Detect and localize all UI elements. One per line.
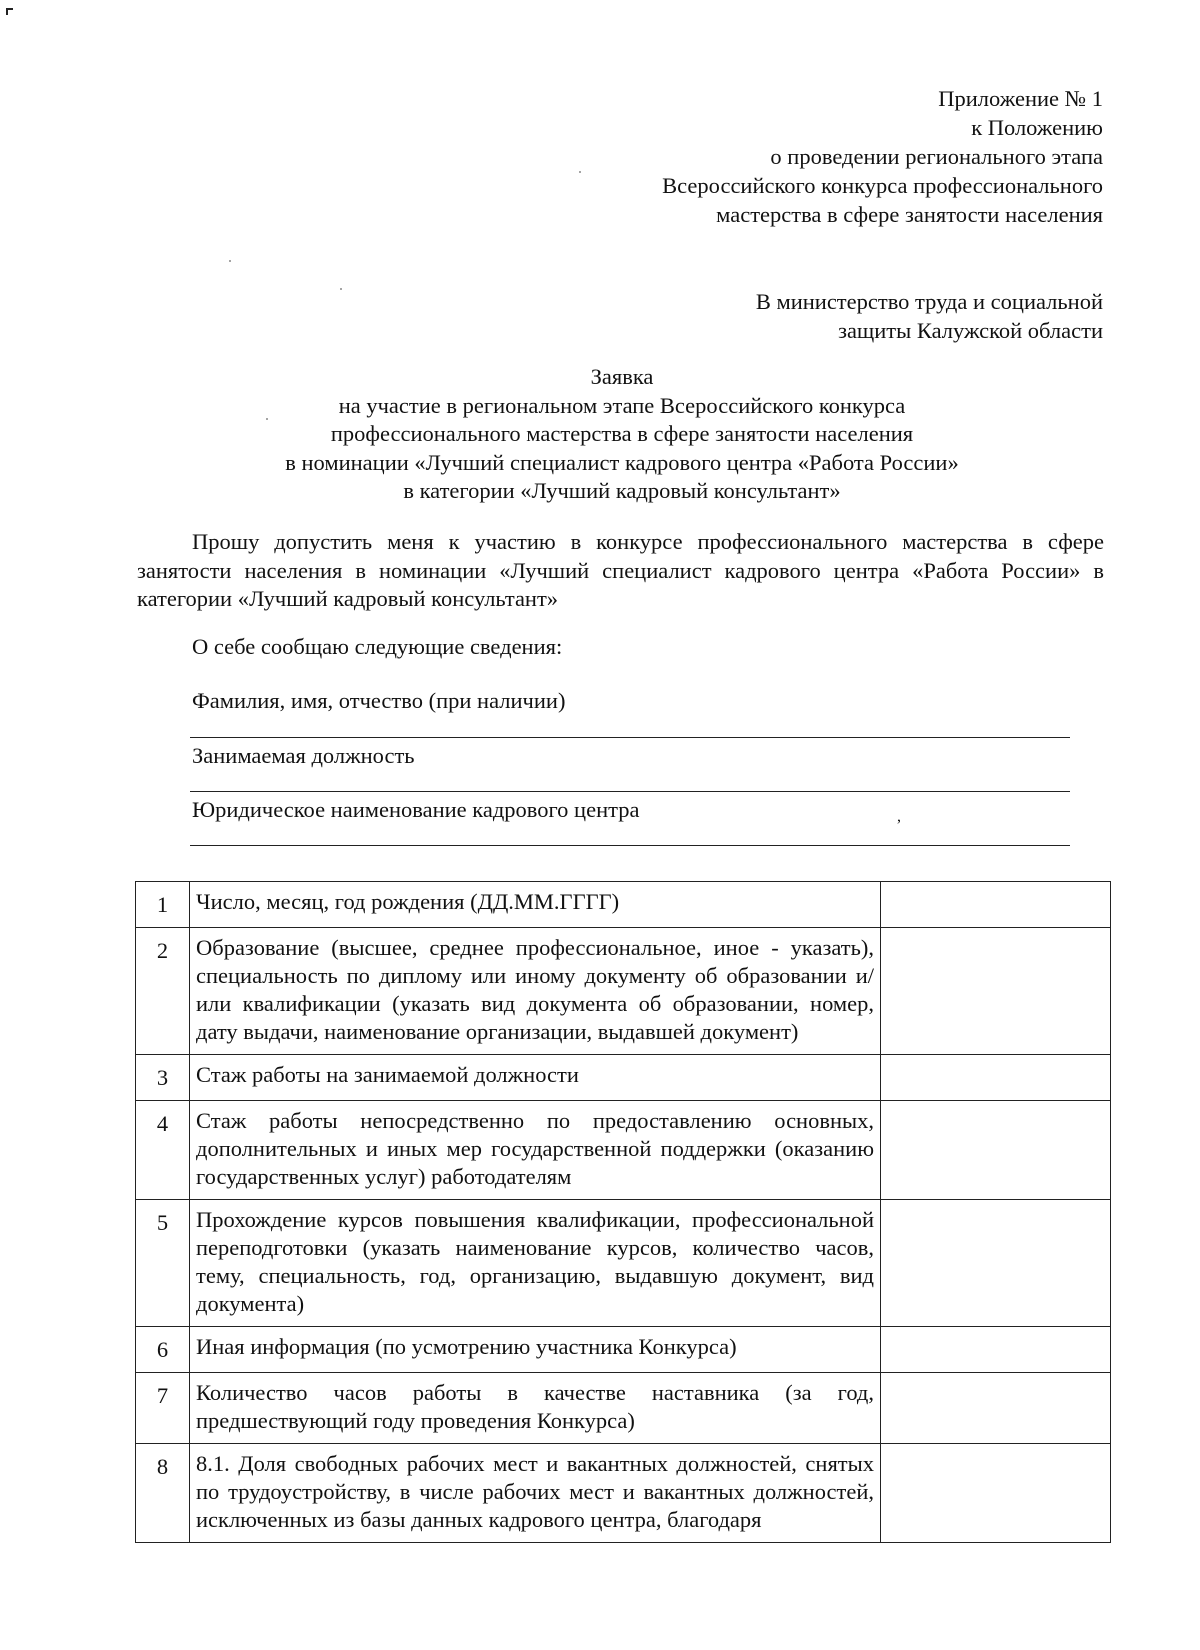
title-line: профессионального мастерства в сфере занятости населения [330, 421, 914, 446]
row-description: Число, месяц, год рождения (ДД.ММ.ГГГГ) [190, 882, 881, 928]
title-line: в категории «Лучший кадровый консультант» [403, 478, 841, 503]
row-description: Количество часов работы в качестве наставника (за год, предшествующий году проведения Конкурса) [190, 1373, 881, 1444]
row-value-cell[interactable] [881, 928, 1111, 1055]
row-value-cell[interactable] [881, 1373, 1111, 1444]
row-value-cell[interactable] [881, 1200, 1111, 1327]
application-title [140, 363, 1104, 506]
scan-speck [229, 260, 231, 262]
row-number: 4 [136, 1101, 190, 1200]
row-value-cell[interactable] [881, 1101, 1111, 1200]
row-number: 5 [136, 1200, 190, 1327]
table-row [136, 1327, 1111, 1373]
annex-line: о проведении регионального этапа [770, 144, 1103, 169]
table-row [136, 1200, 1111, 1327]
row-value-cell[interactable] [881, 1055, 1111, 1101]
addressee-block [756, 287, 1103, 345]
row-description: Прохождение курсов повышения квалификации, профессиональной переподготовки (указать наименование курсов, количество часов, тему, специальность, год, организацию, выдавшую документ, вид документа) [190, 1200, 881, 1327]
row-description: Стаж работы на занимаемой должности [190, 1055, 881, 1101]
annex-line: Всероссийского конкурса профессионального [662, 173, 1103, 198]
row-value-cell[interactable] [881, 1327, 1111, 1373]
organization-label: Юридическое наименование кадрового центра [192, 797, 640, 822]
table-row [136, 1055, 1111, 1101]
stray-comma-mark: , [897, 808, 901, 825]
table-row [136, 1444, 1111, 1543]
organization-field[interactable] [190, 845, 1070, 846]
position-label: Занимаемая должность [192, 743, 415, 768]
row-number: 6 [136, 1327, 190, 1373]
annex-line: к Положению [971, 115, 1103, 140]
position-field[interactable] [190, 791, 1070, 792]
applicant-info-table [135, 881, 1111, 1543]
title-line: в номинации «Лучший специалист кадрового центра «Работа России» [285, 449, 959, 475]
row-number: 8 [136, 1444, 190, 1543]
annex-line: Приложение № 1 [938, 86, 1103, 111]
row-description: Стаж работы непосредственно по предоставлению основных, дополнительных и иных мер государственной поддержки (оказанию государственных услуг) работодателям [190, 1101, 881, 1200]
row-number: 7 [136, 1373, 190, 1444]
full-name-label: Фамилия, имя, отчество (при наличии) [192, 688, 566, 713]
full-name-field[interactable] [190, 737, 1070, 738]
table-row [136, 928, 1111, 1055]
table-row [136, 882, 1111, 928]
scan-speck [340, 288, 342, 290]
intro-text: О себе сообщаю следующие сведения: [192, 634, 563, 659]
row-description: Иная информация (по усмотрению участника Конкурса) [190, 1327, 881, 1373]
addressee-line: защиты Калужской области [838, 318, 1103, 343]
row-description: 8.1. Доля свободных рабочих мест и вакантных должностей, снятых по трудоустройству, в числе рабочих мест и вакантных должностей, исключенных из базы данных кадрового центра, благодаря [190, 1444, 881, 1543]
annex-line: мастерства в сфере занятости населения [716, 202, 1103, 227]
addressee-line: В министерство труда и социальной [755, 289, 1103, 314]
annex-header [662, 84, 1103, 229]
scan-corner-mark [6, 8, 13, 15]
row-number: 3 [136, 1055, 190, 1101]
row-description: Образование (высшее, среднее профессиональное, иное - указать), специальность по диплому или иному документу об образовании и/или квалификации (указать вид документа об образовании, номер, дату выдачи, наименование организации, выдавшей документ) [190, 928, 881, 1055]
row-number: 1 [136, 882, 190, 928]
scan-speck [579, 171, 581, 173]
table-row [136, 1101, 1111, 1200]
request-paragraph: Прошу допустить меня к участию в конкурсе профессионального мастерства в сфере занятости населения в номинации «Лучший специалист кадрового центра «Работа России» в категории «Лучший кадровый консультант» [137, 529, 1104, 611]
title-heading: Заявка [590, 364, 654, 389]
title-line: на участие в региональном этапе Всероссийского конкурса [338, 392, 906, 418]
row-value-cell[interactable] [881, 882, 1111, 928]
row-value-cell[interactable] [881, 1444, 1111, 1543]
table-row [136, 1373, 1111, 1444]
row-number: 2 [136, 928, 190, 1055]
